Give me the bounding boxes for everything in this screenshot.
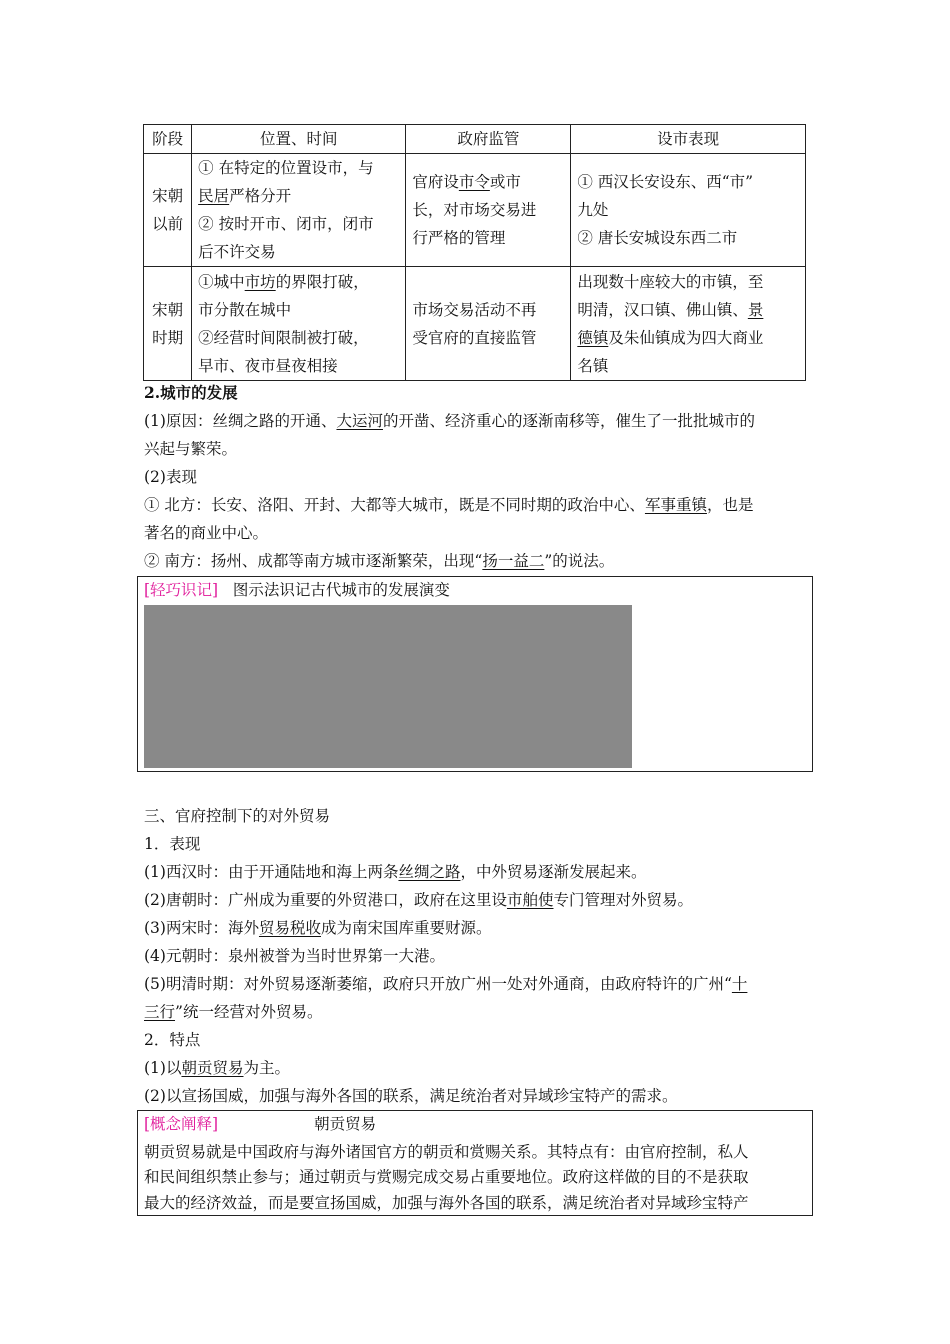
text: ，也是	[706, 496, 754, 514]
paragraph-line: 著名的商业中心。	[144, 524, 269, 542]
underlined-term: 贸易税收	[258, 919, 321, 937]
underlined-term: 景	[747, 300, 764, 319]
paragraph-line	[144, 493, 753, 515]
stage-text: 宋朝	[152, 300, 184, 319]
cell-line	[198, 268, 399, 296]
header-position: 位置、时间	[192, 125, 406, 154]
cell-text: 严格分开	[229, 187, 292, 205]
cell-line	[412, 168, 564, 196]
cell-line	[577, 324, 799, 352]
memory-tag: [轻巧识记]	[144, 581, 219, 599]
underlined-term: 三行	[144, 1003, 176, 1021]
underlined-term: 丝绸之路	[398, 863, 461, 881]
cell-text: 及朱仙镇成为四大商业	[608, 328, 764, 347]
header-stage: 阶段	[144, 125, 192, 154]
concept-tag: [概念阐释]	[144, 1115, 219, 1133]
text: (2)唐朝时：广州成为重要的外贸港口，政府在这里设	[144, 891, 507, 909]
cell-line: 出现数十座较大的市镇，至	[577, 272, 764, 291]
paragraph-line	[144, 409, 755, 431]
underlined-term: 市舶使	[506, 891, 554, 909]
cell-text: ①城中	[198, 272, 245, 291]
cell-line	[198, 182, 399, 210]
stage-text: 时期	[152, 328, 184, 347]
text: 专门管理对外贸易。	[553, 891, 693, 909]
paragraph-line: (2)表现	[144, 468, 197, 486]
text: ”的说法。	[544, 552, 615, 570]
text: ，中外贸易逐渐发展起来。	[460, 863, 647, 881]
text: (5)明清时期：对外贸易逐渐萎缩，政府只开放广州一处对外通商，由政府特许的广州“	[144, 975, 732, 993]
paragraph-line	[144, 1000, 322, 1022]
subheading: 2．特点	[144, 1031, 201, 1049]
cell-line: 名镇	[577, 356, 609, 375]
table-row	[144, 154, 806, 267]
text: ① 北方：长安、洛阳、开封、大都等大城市，既是不同时期的政治中心、	[144, 496, 645, 514]
table-header-row	[144, 125, 806, 154]
section-heading: 三、官府控制下的对外贸易	[144, 807, 331, 825]
cell-line: 后不许交易	[198, 243, 276, 261]
cell-text: 的界限打破，	[275, 272, 369, 291]
cell-line	[577, 296, 799, 324]
section-heading: 2.城市的发展	[144, 383, 238, 402]
text: 的开凿、经济重心的逐渐南移等，催生了一批批城市的	[382, 412, 755, 430]
cell-text: 官府设	[412, 173, 459, 191]
stage-cell	[144, 154, 192, 267]
concept-line: 和民间组织禁止参与；通过朝贡与赏赐完成交易占重要地位。政府这样做的目的不是获取	[144, 1168, 749, 1186]
header-market: 设市表现	[571, 125, 806, 154]
underlined-term: 军事重镇	[644, 496, 707, 514]
cell-line: ② 唐长安城设东西二市	[577, 229, 738, 247]
cell-line: ②经营时间限制被打破，	[198, 328, 369, 347]
underlined-term: 市令	[458, 173, 490, 191]
stage-cell	[144, 267, 192, 381]
text: (1)西汉时：由于开通陆地和海上两条	[144, 863, 399, 881]
underlined-term: 朝贡贸易	[181, 1059, 244, 1077]
cell-line: 早市、夜市昼夜相接	[198, 356, 338, 375]
concept-line: 朝贡贸易就是中国政府与海外诸国官方的朝贡和赏赐关系。其特点有：由官府控制，私人	[144, 1143, 749, 1161]
cell-line: 市场交易活动不再	[412, 300, 537, 319]
underlined-term: 十	[731, 975, 748, 993]
paragraph-line	[144, 549, 614, 571]
table-row	[144, 267, 806, 381]
paragraph-line	[144, 916, 492, 938]
paragraph-line	[144, 860, 647, 882]
text: ② 南方：扬州、成都等南方城市逐渐繁荣，出现“	[144, 552, 483, 570]
government-cell	[406, 267, 571, 381]
stage-text: 宋朝	[152, 187, 184, 205]
text: (1)原因：丝绸之路的开通、	[144, 412, 337, 430]
subheading: 1．表现	[144, 835, 201, 853]
text: 成为南宋国库重要财源。	[320, 919, 492, 937]
comparison-table	[143, 124, 806, 381]
cell-text: 明清，汉口镇、佛山镇、	[577, 300, 748, 319]
paragraph-line	[144, 1056, 290, 1078]
cell-line: ① 在特定的位置设市，与	[198, 159, 374, 177]
cell-text: 或市	[489, 173, 521, 191]
government-cell	[406, 154, 571, 267]
paragraph-line: 兴起与繁荣。	[144, 440, 238, 458]
market-cell	[571, 154, 806, 267]
diagram-image	[144, 605, 632, 768]
cell-line: 市分散在城中	[198, 300, 292, 319]
memory-box-header	[144, 578, 450, 600]
underlined-term: 扬一益二	[482, 552, 545, 570]
underlined-term: 德镇	[577, 328, 609, 347]
paragraph-line: (2)以宣扬国威，加强与海外各国的联系，满足统治者对异域珍宝特产的需求。	[144, 1087, 678, 1105]
underlined-term: 大运河	[336, 412, 383, 430]
underlined-term: 民居	[198, 187, 230, 205]
concept-box-header	[144, 1112, 376, 1134]
cell-line: 长，对市场交易进	[412, 201, 537, 219]
position-cell	[192, 154, 406, 267]
text: 为主。	[243, 1059, 290, 1077]
underlined-term: 市坊	[244, 272, 276, 291]
text: (3)两宋时：海外	[144, 919, 259, 937]
cell-line: 行严格的管理	[412, 229, 506, 247]
market-cell	[571, 267, 806, 381]
cell-line: 受官府的直接监管	[412, 328, 537, 347]
cell-line: ② 按时开市、闭市，闭市	[198, 215, 374, 233]
header-government: 政府监管	[406, 125, 571, 154]
cell-line: ① 西汉长安设东、西“市”	[577, 173, 754, 191]
cell-line: 九处	[577, 201, 609, 219]
memory-title: 图示法识记古代城市的发展演变	[232, 581, 450, 599]
concept-line: 最大的经济效益，而是要宣扬国威，加强与海外各国的联系，满足统治者对异域珍宝特产	[144, 1194, 749, 1212]
stage-text: 以前	[152, 215, 184, 233]
paragraph-line: (4)元朝时：泉州被誉为当时世界第一大港。	[144, 947, 445, 965]
position-cell	[192, 267, 406, 381]
text: ”统一经营对外贸易。	[175, 1003, 323, 1021]
paragraph-line	[144, 888, 693, 910]
paragraph-line	[144, 972, 747, 994]
text: (1)以	[144, 1059, 182, 1077]
concept-title: 朝贡贸易	[314, 1115, 377, 1133]
